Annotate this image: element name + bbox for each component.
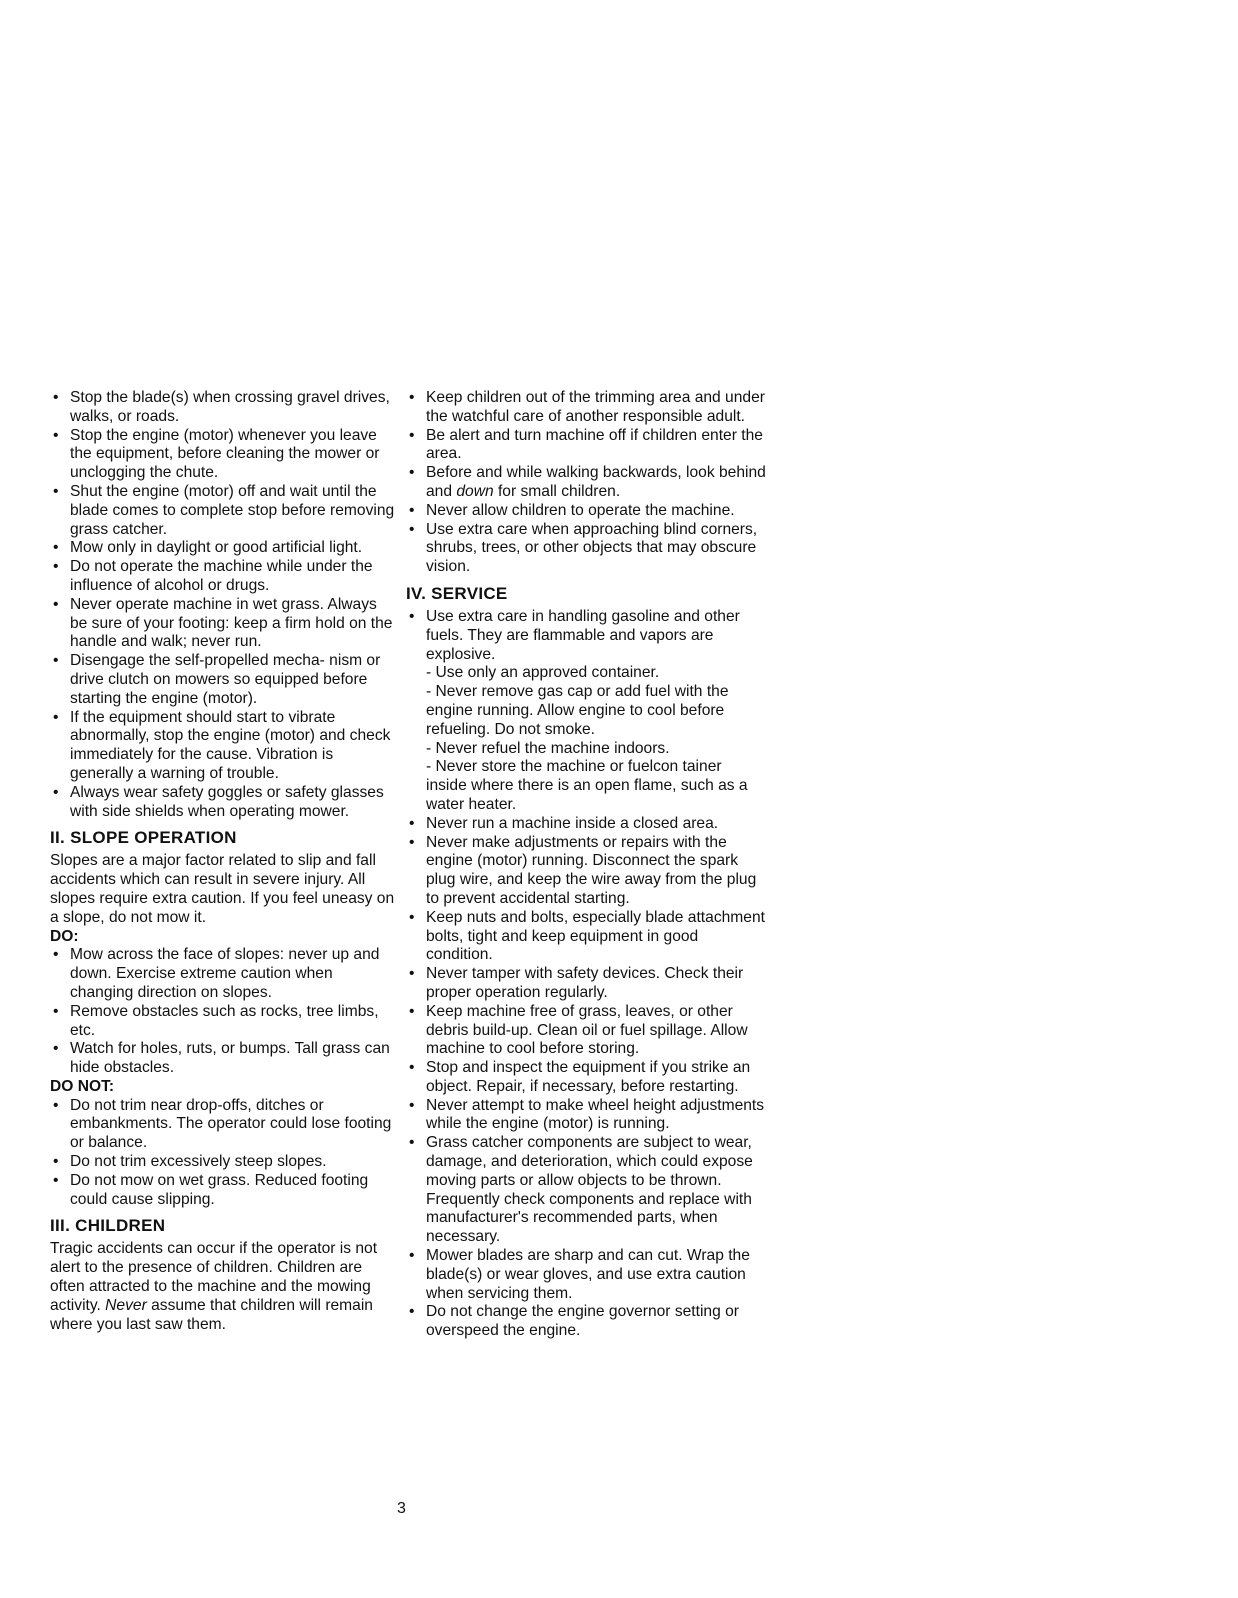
list-item: • Keep nuts and bolts, especially blade attachment bolts, tight and keep equipment in good condition. (406, 909, 766, 965)
list-item: • Shut the engine (motor) off and wait until the blade comes to complete stop before removing grass catcher. (50, 483, 395, 539)
list-item: • Never tamper with safety devices. Check their proper operation regularly. (406, 965, 766, 1003)
list-item: • Never run a machine inside a closed area. (406, 815, 766, 834)
list-item: • Do not trim near drop-offs, ditches or embankments. The operator could lose footing or balance. (50, 1097, 395, 1153)
list-item: • Stop the blade(s) when crossing gravel drives, walks, or roads. (50, 389, 395, 427)
list-item: • Do not operate the machine while under the influence of alcohol or drugs. (50, 558, 395, 596)
list-item: • Keep machine free of grass, leaves, or other debris build-up. Clean oil or fuel spillage. Allow machine to cool before storing. (406, 1003, 766, 1059)
children-intro: Tragic accidents can occur if the operator is not alert to the presence of children. Children are often attracted to the machine and the mowing activity. Never assume that children will remain where you last saw them. (50, 1240, 378, 1333)
list-item: • Stop and inspect the equipment if you strike an object. Repair, if necessary, before restarting. (406, 1059, 766, 1097)
children-heading: III. CHILDREN (50, 1216, 166, 1236)
right-column (406, 389, 766, 1341)
list-item: • Use extra care when approaching blind corners, shrubs, trees, or other objects that may obscure vision. (406, 521, 766, 577)
page-number: 3 (397, 1500, 406, 1517)
list-item: • Mower blades are sharp and can cut. Wrap the blade(s) or wear gloves, and use extra caution when servicing them. (406, 1247, 766, 1303)
left-column (50, 389, 395, 1334)
do-list (50, 946, 395, 1078)
list-item: • Never operate machine in wet grass. Always be sure of your footing: keep a firm hold on the handle and walk; never run. (50, 596, 395, 652)
do-not-list (50, 1097, 395, 1210)
list-item: • Never make adjustments or repairs with the engine (motor) running. Disconnect the spark plug wire, and keep the wire away from the plug to prevent accidental starting. (406, 834, 766, 909)
list-item: • Be alert and turn machine off if children enter the area. (406, 427, 766, 465)
children-list (406, 389, 766, 577)
slope-operation-heading: II. SLOPE OPERATION (50, 828, 237, 848)
do-not-label: DO NOT: (50, 1077, 115, 1095)
list-item: • Use extra care in handling gasoline and other fuels. They are flammable and vapors are explosive. - Use only an approved container. - Never remove gas cap or add fuel with the engine running. Allow engine to cool before refueling. Do not smoke. - Never refuel the machine indoors. - Never store the machine or fuelcon tainer inside where there is an open flame, such as a water heater. (406, 608, 766, 815)
list-item: • If the equipment should start to vibrate abnormally, stop the engine (motor) and check immediately for the cause. Vibration is generally a warning of trouble. (50, 709, 395, 784)
list-item: • Never allow children to operate the machine. (406, 502, 766, 521)
list-item: • Never attempt to make wheel height adjustments while the engine (motor) is running. (406, 1097, 766, 1135)
service-heading: IV. SERVICE (406, 583, 508, 603)
list-item: • Do not trim excessively steep slopes. (50, 1153, 395, 1172)
list-item: • Always wear safety goggles or safety glasses with side shields when operating mower. (50, 784, 395, 822)
list-item: • Mow only in daylight or good artificial light. (50, 539, 395, 558)
list-item: • Before and while walking backwards, look behind and down for small children. (406, 464, 766, 502)
slope-intro: Slopes are a major factor related to slip and fall accidents which can result in severe injury. All slopes require extra caution. If you feel uneasy on a slope, do not mow it. (50, 852, 395, 926)
sub-item: - Use only an approved container. (426, 664, 660, 682)
list-item: • Watch for holes, ruts, or bumps. Tall grass can hide obstacles. (50, 1040, 395, 1078)
sub-item: - Never store the machine or fuelcon tainer inside where there is an open flame, such as a water heater. (426, 758, 748, 813)
list-item: • Stop the engine (motor) whenever you leave the equipment, before cleaning the mower or unclogging the chute. (50, 427, 395, 483)
list-item: • Keep children out of the trimming area and under the watchful care of another responsible adult. (406, 389, 766, 427)
sub-item: - Never remove gas cap or add fuel with the engine running. Allow engine to cool before refueling. Do not smoke. (426, 683, 729, 738)
list-item: • Remove obstacles such as rocks, tree limbs, etc. (50, 1003, 395, 1041)
service-list (406, 608, 766, 1341)
list-item: • Do not mow on wet grass. Reduced footing could cause slipping. (50, 1172, 395, 1210)
safety-list-top (50, 389, 395, 821)
list-item: • Mow across the face of slopes: never up and down. Exercise extreme caution when changing direction on slopes. (50, 946, 395, 1002)
list-item: • Grass catcher components are subject to wear, damage, and deterioration, which could expose moving parts or allow objects to be thrown. Frequently check components and replace with manufacturer's recommended parts, when necessary. (406, 1134, 766, 1247)
list-item: • Do not change the engine governor setting or overspeed the engine. (406, 1303, 766, 1341)
list-item: • Disengage the self-propelled mecha- nism or drive clutch on mowers so equipped before starting the engine (motor). (50, 652, 395, 708)
fuel-sublist (426, 664, 766, 814)
do-label: DO: (50, 927, 79, 945)
sub-item: - Never refuel the machine indoors. (426, 739, 670, 757)
